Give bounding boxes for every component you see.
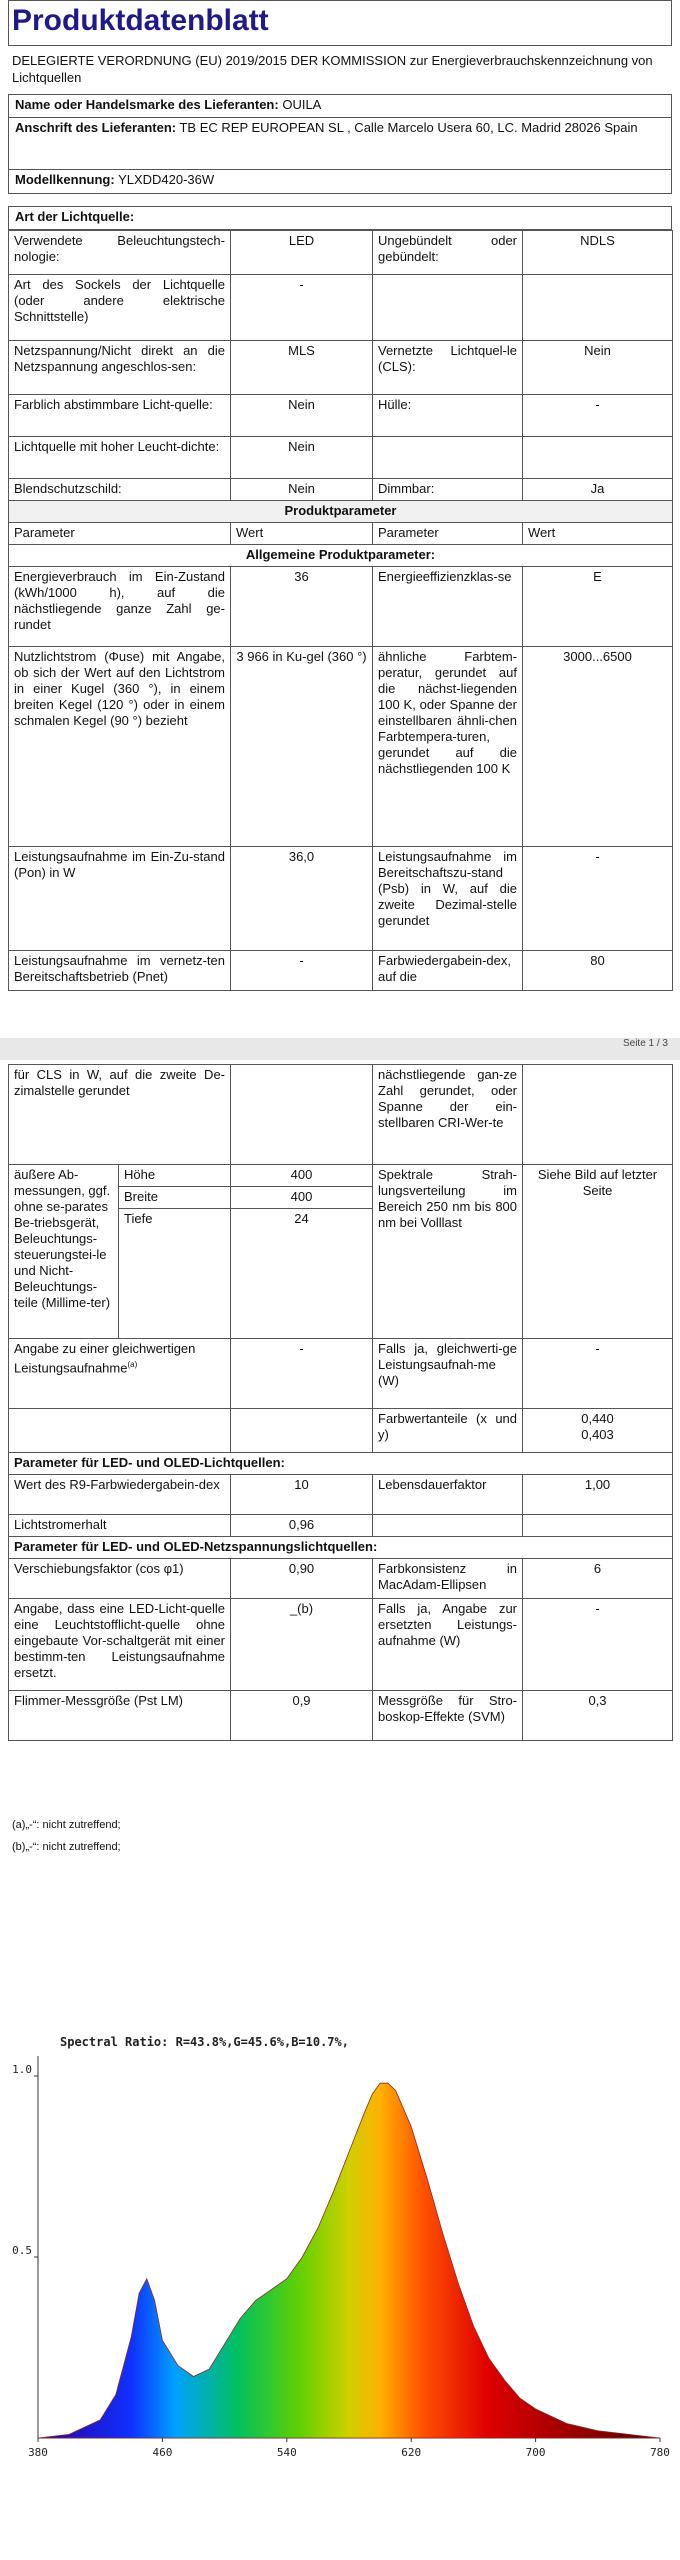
table-cell [373, 1515, 523, 1537]
table-cell [9, 1409, 231, 1453]
table-cell: Ungebündelt oder gebündelt: [373, 231, 523, 275]
chart-title: Spectral Ratio: R=43.8%,G=45.6%,B=10.7%, [60, 2035, 349, 2049]
table-cell: Nein [523, 341, 673, 395]
spectrum-area [38, 2083, 660, 2438]
table-cell: Flimmer-Messgröße (Pst LM) [9, 1691, 231, 1741]
table-cell: LED [231, 231, 373, 275]
table-cell: Nein [231, 395, 373, 437]
model-value: YLXDD420-36W [118, 172, 215, 187]
table-cell: Netzspannung/Nicht direkt an die Netzspannung angeschlos-sen: [9, 341, 231, 395]
table-cell: 0,96 [231, 1515, 373, 1537]
footnote-b: (b)„-“: nicht zutreffend; [12, 1841, 121, 1853]
table-row [9, 231, 673, 275]
table-cell: Energieeffizienzklas-se [373, 567, 523, 647]
supplier-name-label: Name oder Handelsmarke des Lieferanten: [15, 97, 279, 112]
equiv-label: Angabe zu einer gleichwertigen Leistungsaufnahme [14, 1341, 196, 1376]
table-cell: Blendschutzschild: [9, 479, 231, 501]
table-row [9, 1339, 673, 1409]
table-row [9, 567, 673, 647]
table-cell: Nein [231, 437, 373, 479]
table-cell: 36 [231, 567, 373, 647]
table-row [9, 1515, 673, 1537]
table-cell: E [523, 567, 673, 647]
table-cell: Ja [523, 479, 673, 501]
table-row [9, 1559, 673, 1599]
dimension-name: Höhe [119, 1165, 231, 1187]
table-cell: - [523, 395, 673, 437]
table-cell: 1,00 [523, 1475, 673, 1515]
table-row [9, 545, 673, 567]
table-cell: Messgröße für Stro-boskop-Effekte (SVM) [373, 1691, 523, 1741]
page-break [0, 1038, 680, 1060]
supplier-name-value: OUILA [282, 97, 322, 112]
table-row [9, 395, 673, 437]
supplier-address-label: Anschrift des Lieferanten: [15, 120, 177, 135]
table-cell: für CLS in W, auf die zweite De-zimalstelle gerundet [9, 1065, 231, 1165]
table-cell [231, 1065, 373, 1165]
table-cell: 0,9 [231, 1691, 373, 1741]
table-cell: Lebensdauerfaktor [373, 1475, 523, 1515]
table-cell [523, 1065, 673, 1165]
table-cell: Farblich abstimmbare Licht-quelle: [9, 395, 231, 437]
table-row [9, 501, 673, 523]
chroma-x: 0,440 [581, 1411, 614, 1426]
table-row [9, 1409, 673, 1453]
params-table-continued [8, 1064, 673, 1741]
table-row [9, 1475, 673, 1515]
dimensions-label: äußere Ab-messungen, ggf. ohne se-parates Be-triebsgerät, Beleuchtungs-steuerungstei-le und Nicht-Beleuchtungs-teile (Millime-ter) [9, 1165, 119, 1339]
dimension-name: Tiefe [119, 1209, 231, 1339]
supplier-name-row [8, 94, 672, 118]
table-cell [231, 1409, 373, 1453]
spectral-value: Siehe Bild auf letzter Seite [523, 1165, 673, 1339]
supplier-address-row [8, 118, 672, 170]
column-header: Wert [523, 523, 673, 545]
table-cell: Nein [231, 479, 373, 501]
table-cell: Wert des R9-Farbwiedergabein-dex [9, 1475, 231, 1515]
footnote-ref-a: (a) [127, 1360, 138, 1369]
table-row [9, 1691, 673, 1741]
table-cell: Energieverbrauch im Ein-Zustand (kWh/1000 h), auf die nächstliegende ganze Zahl ge-rundet [9, 567, 231, 647]
mains-params-heading: Parameter für LED- und OLED-Netzspannungslichtquellen: [9, 1537, 673, 1559]
table-cell: Farbwiedergabein-dex, auf die [373, 951, 523, 991]
table-cell: - [231, 275, 373, 341]
table-cell: nächstliegende gan-ze Zahl gerundet, oder Spanne der ein-stellbaren CRI-Wer-te [373, 1065, 523, 1165]
page-title: Produktdatenblatt [12, 4, 269, 37]
page-number: Seite 1 / 3 [622, 1038, 668, 1049]
table-cell: 10 [231, 1475, 373, 1515]
table-row [9, 479, 673, 501]
spectral-chart [0, 2020, 680, 2520]
table-row [9, 341, 673, 395]
y-ticks [12, 2063, 38, 2257]
y-tick-label: 0.5 [12, 2244, 32, 2257]
table-row [9, 647, 673, 847]
model-row [8, 170, 672, 194]
table-cell: 0,3 [523, 1691, 673, 1741]
dimension-name: Breite [119, 1187, 231, 1209]
table-cell [523, 275, 673, 341]
table-row [9, 523, 673, 545]
x-tick-label: 620 [401, 2446, 422, 2459]
table-row [9, 1599, 673, 1691]
table-cell: 3000...6500 [523, 647, 673, 847]
x-ticks [28, 2438, 670, 2459]
table-cell: Leistungsaufnahme im Bereitschaftszu-stand (Psb) in W, auf die zweite Dezimal-stelle gerundet [373, 847, 523, 951]
table-cell: 80 [523, 951, 673, 991]
table-cell: Farbkonsistenz in MacAdam-Ellipsen [373, 1559, 523, 1599]
table-cell: Farbwertanteile (x und y) [373, 1409, 523, 1453]
led-params-heading: Parameter für LED- und OLED-Lichtquellen: [9, 1453, 673, 1475]
model-label: Modellkennung: [15, 172, 115, 187]
x-tick-label: 380 [28, 2446, 48, 2459]
light-type-heading-row [8, 206, 672, 230]
table-cell: Vernetzte Lichtquel-le (CLS): [373, 341, 523, 395]
table-cell [523, 437, 673, 479]
table-cell: _(b) [231, 1599, 373, 1691]
table-cell: NDLS [523, 231, 673, 275]
table-cell: - [523, 1599, 673, 1691]
table-cell: Leistungsaufnahme im vernetz-ten Bereitschaftsbetrieb (Pnet) [9, 951, 231, 991]
table-cell: Leistungsaufnahme im Ein-Zu-stand (Pon) in W [9, 847, 231, 951]
table-cell: Falls ja, gleichwerti-ge Leistungsaufnah-me (W) [373, 1339, 523, 1409]
table-row [9, 1165, 673, 1187]
light-type-heading: Art der Lichtquelle: [15, 209, 135, 224]
chroma-y: 0,403 [581, 1427, 614, 1442]
table-row [9, 1537, 673, 1559]
table-cell: 3 966 in Ku-gel (360 °) [231, 647, 373, 847]
supplier-address-value: TB EC REP EUROPEAN SL , Calle Marcelo Usera 60, LC. Madrid 28026 Spain [179, 120, 638, 135]
footnote-a: (a)„-“: nicht zutreffend; [12, 1819, 121, 1831]
table-cell [373, 275, 523, 341]
general-params-heading: Allgemeine Produktparameter: [9, 545, 673, 567]
column-header: Wert [231, 523, 373, 545]
params-heading: Produktparameter [9, 501, 673, 523]
table-row [9, 847, 673, 951]
table-cell: Dimmbar: [373, 479, 523, 501]
table-cell: - [523, 847, 673, 951]
table-cell [523, 1515, 673, 1537]
table-row [9, 1065, 673, 1165]
table-cell: 0,90 [231, 1559, 373, 1599]
table-cell: - [231, 1339, 373, 1409]
table-row [9, 951, 673, 991]
x-tick-label: 700 [525, 2446, 546, 2459]
regulation-subtitle: DELEGIERTE VERORDNUNG (EU) 2019/2015 DER KOMMISSION zur Energieverbrauchskennzeichnung von Lichtquellen [12, 53, 653, 85]
table-cell [373, 437, 523, 479]
x-tick-label: 460 [152, 2446, 173, 2459]
table-row [9, 1453, 673, 1475]
table-cell: - [523, 1339, 673, 1409]
table-cell: Falls ja, Angabe zur ersetzten Leistungs-aufnahme (W) [373, 1599, 523, 1691]
spectral-label: Spektrale Strah-lungsverteilung im Bereich 250 nm bis 800 nm bei Volllast [373, 1165, 523, 1339]
light-type-table [8, 230, 673, 991]
y-tick-label: 1.0 [12, 2063, 32, 2076]
table-cell: Hülle: [373, 395, 523, 437]
table-cell: Lichtstromerhalt [9, 1515, 231, 1537]
column-header: Parameter [9, 523, 231, 545]
table-cell: Verschiebungsfaktor (cos φ1) [9, 1559, 231, 1599]
dimension-value: 400 [231, 1165, 373, 1187]
x-tick-label: 540 [276, 2446, 297, 2459]
table-cell: 6 [523, 1559, 673, 1599]
table-cell: MLS [231, 341, 373, 395]
table-cell: Angabe, dass eine LED-Licht-quelle eine Leuchtstofflicht-quelle ohne eingebaute Vor-schaltgerät mit einer bestimm-ten Leistungsaufnahme ersetzt. [9, 1599, 231, 1691]
table-cell: ähnliche Farbtem-peratur, gerundet auf die nächst-liegenden 100 K, oder Spanne der einstellbaren ähnli-chen Farbtempera-turen, gerundet auf die nächstliegenden 100 K [373, 647, 523, 847]
table-cell [523, 1409, 673, 1453]
table-row [9, 437, 673, 479]
table-cell: - [231, 951, 373, 991]
table-row [9, 275, 673, 341]
table-cell: Lichtquelle mit hoher Leucht-dichte: [9, 437, 231, 479]
table-cell: Verwendete Beleuchtungstech-nologie: [9, 231, 231, 275]
table-cell [9, 1339, 231, 1409]
column-header: Parameter [373, 523, 523, 545]
table-cell: Nutzlichtstrom (Φuse) mit Angabe, ob sich der Wert auf den Lichtstrom in einer Kugel (360 °), in einem breiten Kegel (120 °) oder in einem schmalen Kegel (90 °) bezieht [9, 647, 231, 847]
table-cell: 36,0 [231, 847, 373, 951]
x-tick-label: 780 [650, 2446, 670, 2459]
dimension-value: 400 [231, 1187, 373, 1209]
table-cell: Art des Sockels der Lichtquelle (oder andere elektrische Schnittstelle) [9, 275, 231, 341]
dimension-value: 24 [231, 1209, 373, 1339]
